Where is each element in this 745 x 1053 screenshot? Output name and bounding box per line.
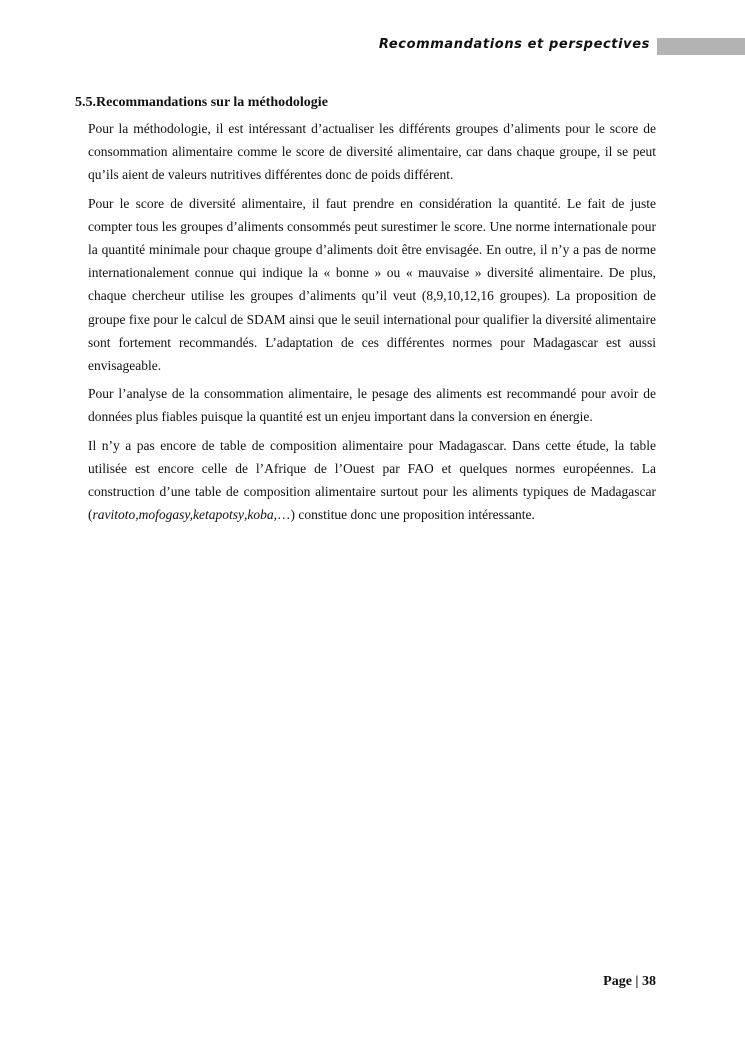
paragraph-methodology: Pour la méthodologie, il est intéressant d’actualiser les différents groupes d’aliments pour le score de consommation alimentaire comme le score de diversité alimentaire, car dans chaque groupe, il se peut qu’ils aient de valeurs nutritives différentes donc de poids différent.	[88, 121, 656, 183]
paragraph-diversity-score: Pour le score de diversité alimentaire, il faut prendre en considération la quantité. Le fait de juste compter tous les groupes d’aliments consommés peut surestimer le score. Une norme internationale pour la quantité minimale pour chaque groupe d’aliments doit être envisagée. En outre, il n’y a pas de norme internationalement connue qui indique la « bonne » ou « mauvaise » diversité alimentaire. De plus, chaque chercheur utilise les groupes d’aliments qu’il veut (8,9,10,12,16 groupes). La proposition de groupe fixe pour le calcul de SDAM ainsi que le seuil international pour qualifier la diversité alimentaire sont fortement recommandés. L’adaptation de ces différentes normes pour Madagascar est aussi envisageable.	[88, 195, 656, 374]
header-bar	[657, 38, 745, 55]
food-names-italic: ravitoto,mofogasy,ketapotsy	[92, 507, 244, 523]
section-heading: 5.5.Recommandations sur la méthodologie	[75, 95, 328, 110]
running-header	[0, 36, 745, 56]
paragraph-food-consumption: Pour l’analyse de la consommation alimentaire, le pesage des aliments est recommandé pour avoir de données plus fiables puisque la quantité est un enjeu important dans la conversion en énergie.	[88, 386, 656, 425]
paragraph-text-before: Il n’y a pas encore de table de composition alimentaire pour Madagascar. Dans cette étude, la table utilisée est encore celle de l’Afrique de l’Ouest par FAO et quelques normes européennes. La construction d’une table de composition alimentaire surtout pour les aliments typiques de Madagascar (	[88, 437, 656, 523]
paragraph-text-after: ,…) constitue donc une proposition intéressante.	[273, 507, 535, 523]
paragraph-text-comma: ,	[243, 507, 248, 523]
page-content	[75, 95, 656, 531]
page-number: Page | 38	[603, 974, 656, 989]
food-name-koba: koba	[247, 507, 274, 523]
paragraph-composition-table	[88, 434, 656, 527]
header-title: Recommandations et perspectives	[378, 37, 650, 52]
